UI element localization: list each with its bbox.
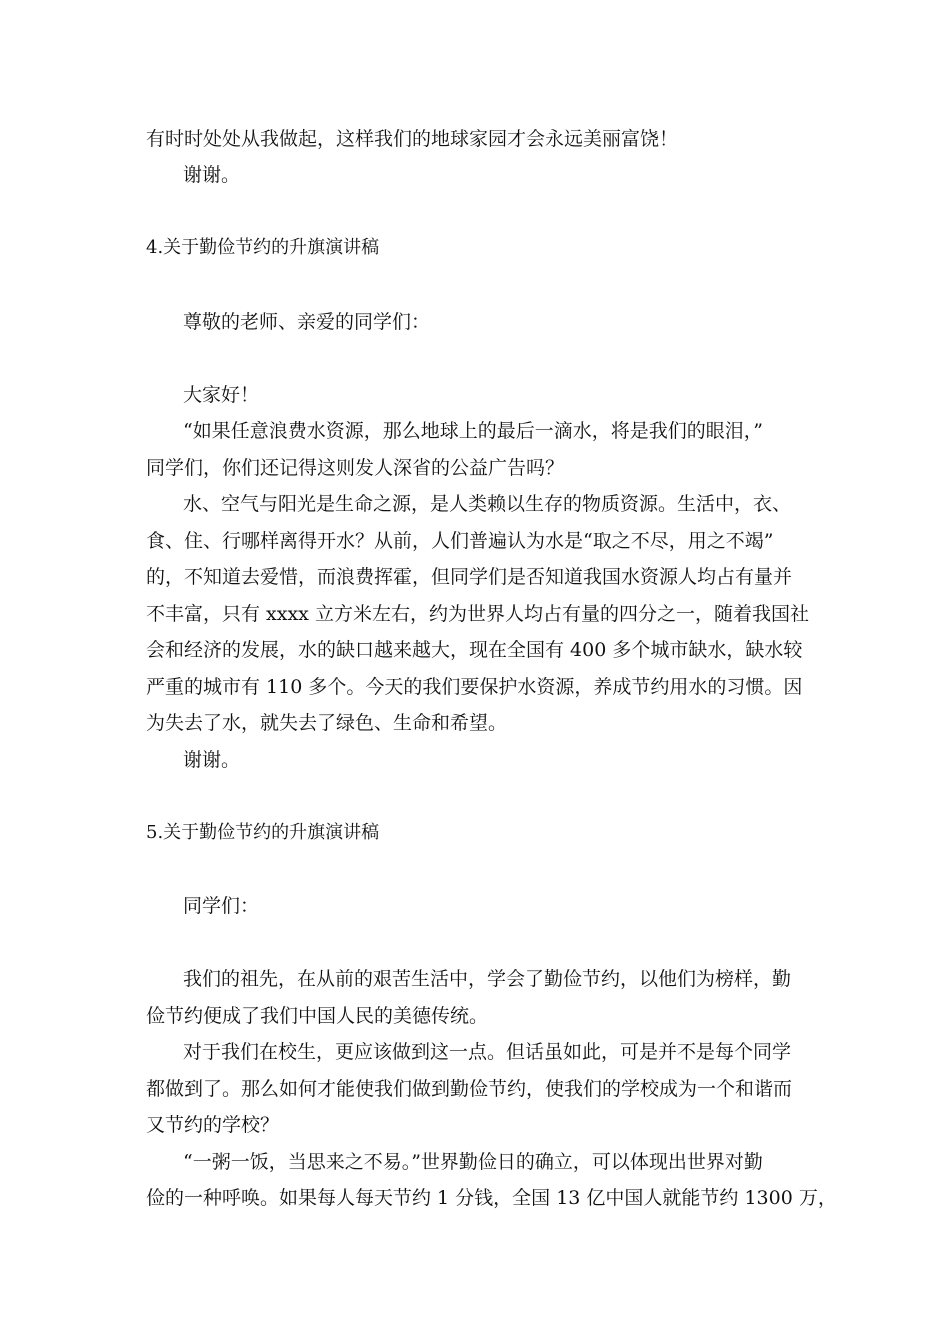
paragraph-line: 食、住、行哪样离得开水？从前，人们普遍认为水是“取之不尽，用之不竭”	[146, 530, 774, 552]
paragraph-line: 俭节约便成了我们中国人民的美德传统。	[146, 1005, 489, 1027]
paragraph-line: 水、空气与阳光是生命之源，是人类赖以生存的物质资源。生活中，衣、	[183, 493, 792, 515]
paragraph-line: 同学们，你们还记得这则发人深省的公益广告吗？	[146, 457, 565, 479]
paragraph-line: 俭的一种呼唤。如果每人每天节约 1 分钱，全国 13 亿中国人就能节约 1300 万，	[146, 1187, 837, 1209]
paragraph-line: 对于我们在校生，更应该做到这一点。但话虽如此，可是并不是每个同学	[183, 1041, 792, 1063]
section-heading: 4.关于勤俭节约的升旗演讲稿	[146, 237, 380, 258]
paragraph-line: 严重的城市有 110 多个。今天的我们要保护水资源，养成节约用水的习惯。因	[146, 676, 803, 698]
paragraph-line: “一粥一饭，当思来之不易。”世界勤俭日的确立，可以体现出世界对勤	[183, 1151, 763, 1173]
paragraph-line: “如果任意浪费水资源，那么地球上的最后一滴水，将是我们的眼泪，”	[183, 420, 763, 442]
paragraph-line: 会和经济的发展，水的缺口越来越大，现在全国有 400 多个城市缺水，缺水较	[146, 639, 803, 661]
paragraph-line: 有时时处处从我做起，这样我们的地球家园才会永远美丽富饶！	[146, 128, 679, 150]
thanks-line: 谢谢。	[183, 164, 241, 186]
paragraph-line: 我们的祖先，在从前的艰苦生活中，学会了勤俭节约，以他们为榜样，勤	[183, 968, 792, 990]
paragraph-line: 又节约的学校？	[146, 1114, 280, 1136]
salutation-line: 尊敬的老师、亲爱的同学们：	[183, 311, 431, 333]
paragraph-line: 的，不知道去爱惜，而浪费挥霍，但同学们是否知道我国水资源人均占有量并	[146, 566, 793, 588]
paragraph-line: 都做到了。那么如何才能使我们做到勤俭节约，使我们的学校成为一个和谐而	[146, 1078, 793, 1100]
salutation-line: 同学们：	[183, 895, 260, 917]
paragraph-line: 不丰富，只有 xxxx 立方米左右，约为世界人均占有量的四分之一，随着我国社	[146, 603, 809, 625]
thanks-line: 谢谢。	[183, 749, 241, 771]
greeting-line: 大家好！	[183, 384, 260, 406]
paragraph-line: 为失去了水，就失去了绿色、生命和希望。	[146, 712, 508, 734]
section-heading: 5.关于勤俭节约的升旗演讲稿	[146, 822, 380, 843]
